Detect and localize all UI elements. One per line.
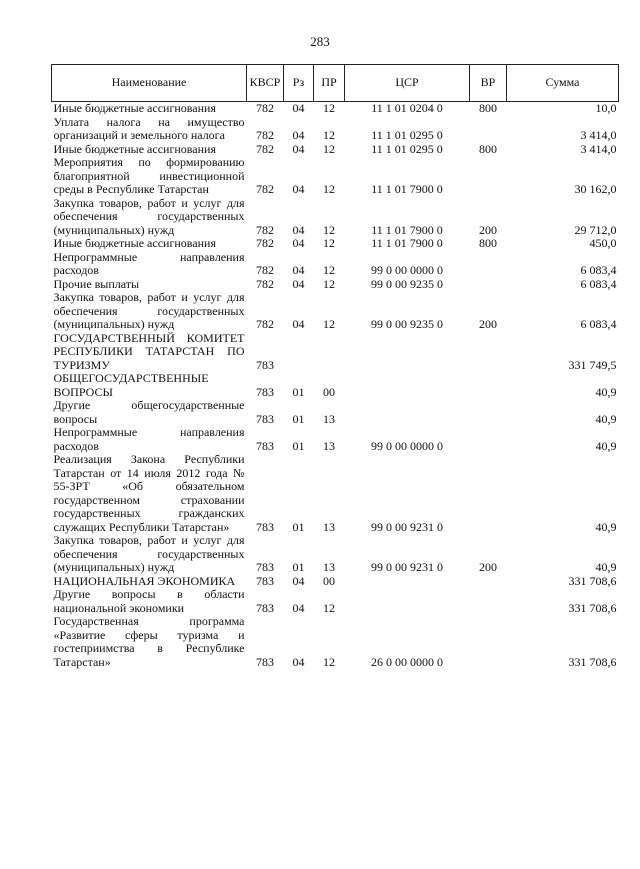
cell-kvsr: 783	[256, 438, 274, 453]
cell-name: Иные бюджетные ассигнования	[53, 101, 216, 115]
cell-rz: 04	[292, 600, 305, 615]
cell-name: Иные бюджетные ассигнования	[53, 236, 216, 250]
table-row	[52, 278, 619, 292]
cell-name: Закупка товаров, работ и услуг для обеспечения государственных (муниципальных) нужд	[53, 195, 245, 237]
cell-vr	[470, 372, 507, 399]
table-row	[52, 534, 619, 575]
cell-rz: 04	[292, 128, 305, 142]
cell-csr	[345, 575, 470, 589]
cell-kvsr: 783	[256, 519, 274, 534]
table-row	[52, 372, 619, 399]
cell-name: Непрограммные направления расходов	[53, 425, 245, 453]
cell-vr: 200	[479, 560, 497, 574]
table-row	[52, 102, 619, 116]
cell-name: ГОСУДАРСТВЕННЫЙ КОМИТЕТ РЕСПУБЛИКИ ТАТАРСТАН ПО ТУРИЗМУ	[53, 330, 245, 372]
table-row	[52, 615, 619, 669]
cell-vr: 800	[479, 101, 497, 115]
table-row	[52, 332, 619, 373]
cell-vr: 200	[479, 317, 497, 331]
cell-vr	[470, 156, 507, 197]
cell-pr: 13	[323, 438, 335, 453]
cell-csr	[345, 332, 470, 373]
header-csr: ЦСР	[345, 65, 470, 102]
cell-sum: 6 083,4	[580, 263, 617, 277]
cell-vr	[470, 251, 507, 278]
cell-csr: 11 1 01 7900 0	[371, 236, 443, 250]
cell-vr: 800	[479, 141, 497, 156]
cell-pr: 12	[323, 654, 335, 669]
cell-rz: 04	[292, 263, 305, 277]
table-row	[52, 197, 619, 238]
cell-rz: 01	[292, 384, 305, 399]
cell-name: Закупка товаров, работ и услуг для обеспечения государственных (муниципальных) нужд	[53, 533, 245, 574]
cell-pr: 13	[323, 519, 335, 534]
cell-pr: 12	[323, 317, 335, 331]
cell-pr: 12	[323, 128, 335, 142]
cell-name: ОБЩЕГОСУДАРСТВЕННЫЕ ВОПРОСЫ	[53, 371, 209, 399]
cell-rz: 04	[292, 101, 305, 115]
cell-rz: 04	[292, 573, 305, 588]
cell-rz: 04	[292, 141, 305, 156]
cell-sum: 331 708,6	[568, 600, 617, 615]
table-row	[52, 156, 619, 197]
cell-csr: 11 1 01 0295 0	[371, 141, 443, 156]
table-row	[52, 143, 619, 157]
cell-sum: 40,9	[595, 438, 617, 453]
table-row	[52, 237, 619, 251]
cell-name: Закупка товаров, работ и услуг для обеспечения государственных (муниципальных) нужд	[53, 290, 245, 331]
cell-sum: 40,9	[595, 519, 617, 534]
table-row	[52, 588, 619, 615]
cell-vr: 200	[479, 222, 497, 237]
cell-sum: 29 712,0	[574, 222, 617, 237]
cell-name: Мероприятия по формированию благоприятной инвестиционной среды в Республике Татарстан	[53, 155, 245, 196]
cell-name: Другие вопросы в области национальной экономики	[53, 587, 245, 615]
cell-sum: 30 162,0	[574, 182, 617, 196]
table-row	[52, 399, 619, 426]
cell-sum: 331 749,5	[568, 357, 617, 372]
cell-kvsr: 782	[256, 276, 274, 291]
cell-csr: 26 0 00 0000 0	[371, 654, 443, 669]
cell-pr: 00	[323, 384, 335, 399]
cell-rz: 01	[292, 411, 305, 426]
header-pr: ПР	[314, 65, 345, 102]
cell-pr: 12	[323, 263, 335, 277]
cell-pr: 13	[323, 411, 335, 426]
cell-vr	[470, 116, 507, 143]
cell-sum: 3 414,0	[580, 141, 617, 156]
cell-rz: 04	[292, 236, 305, 250]
cell-rz: 01	[292, 519, 305, 534]
cell-csr	[345, 399, 470, 426]
cell-csr: 99 0 00 0000 0	[371, 438, 443, 453]
cell-name: Реализация Закона Республики Татарстан от 14 июля 2012 года № 55-ЗРТ «Об обязательном государственном страховании государственных гражданских служащих Республики Татарстан»	[53, 452, 245, 534]
cell-vr	[470, 426, 507, 453]
cell-csr: 99 0 00 0000 0	[371, 263, 443, 277]
cell-vr	[470, 453, 507, 534]
cell-pr: 12	[323, 182, 335, 196]
cell-kvsr: 782	[256, 128, 274, 142]
cell-kvsr: 783	[256, 357, 274, 372]
cell-csr: 99 0 00 9231 0	[371, 560, 443, 574]
cell-name: Уплата налога на имущество организаций и земельного налога	[53, 114, 245, 142]
cell-sum: 450,0	[589, 236, 617, 250]
cell-kvsr: 782	[256, 317, 274, 331]
cell-csr: 11 1 01 7900 0	[371, 222, 443, 237]
cell-vr	[470, 332, 507, 373]
header-vr: ВР	[470, 65, 507, 102]
cell-kvsr: 782	[256, 101, 274, 115]
header-sum: Сумма	[507, 65, 619, 102]
cell-rz	[284, 332, 314, 373]
cell-name: Прочие выплаты	[53, 276, 140, 291]
cell-pr: 12	[323, 276, 335, 291]
table-header	[52, 65, 619, 102]
cell-kvsr: 782	[256, 182, 274, 196]
cell-rz: 04	[292, 654, 305, 669]
cell-csr: 11 1 01 7900 0	[371, 182, 443, 196]
cell-sum: 40,9	[595, 560, 617, 574]
cell-vr	[470, 278, 507, 292]
cell-name: Непрограммные направления расходов	[53, 249, 245, 277]
cell-kvsr: 783	[256, 411, 274, 426]
cell-rz: 04	[292, 222, 305, 237]
cell-name: Иные бюджетные ассигнования	[53, 141, 216, 156]
cell-sum: 331 708,6	[568, 573, 617, 588]
cell-kvsr: 783	[256, 600, 274, 615]
table-row	[52, 453, 619, 534]
cell-sum: 3 414,0	[580, 128, 617, 142]
cell-sum: 10,0	[595, 101, 617, 115]
cell-vr	[470, 399, 507, 426]
cell-kvsr: 783	[256, 384, 274, 399]
cell-rz: 01	[292, 560, 305, 574]
cell-pr: 12	[323, 236, 335, 250]
cell-pr	[314, 332, 345, 373]
cell-pr: 12	[323, 141, 335, 156]
cell-pr: 13	[323, 560, 335, 574]
cell-vr	[470, 615, 507, 669]
cell-csr	[345, 372, 470, 399]
cell-pr: 12	[323, 222, 335, 237]
table-row	[52, 116, 619, 143]
cell-kvsr: 782	[256, 263, 274, 277]
cell-sum: 6 083,4	[580, 276, 617, 291]
cell-kvsr: 783	[256, 654, 274, 669]
cell-csr: 99 0 00 9231 0	[371, 519, 443, 534]
cell-rz: 04	[292, 276, 305, 291]
cell-csr: 11 1 01 0295 0	[371, 128, 443, 142]
table-row	[52, 251, 619, 278]
cell-csr: 99 0 00 9235 0	[371, 317, 443, 331]
table-row	[52, 575, 619, 589]
cell-kvsr: 783	[256, 573, 274, 588]
table-row	[52, 426, 619, 453]
header-rz: Рз	[284, 65, 314, 102]
table-row	[52, 291, 619, 332]
table-body	[52, 102, 619, 670]
cell-rz: 01	[292, 438, 305, 453]
cell-csr	[345, 588, 470, 615]
cell-pr: 12	[323, 600, 335, 615]
cell-kvsr: 782	[256, 236, 274, 250]
cell-name: НАЦИОНАЛЬНАЯ ЭКОНОМИКА	[53, 573, 236, 588]
page-number: 283	[310, 34, 330, 49]
budget-table	[51, 64, 619, 669]
cell-vr: 800	[479, 236, 497, 250]
cell-csr: 11 1 01 0204 0	[371, 101, 443, 115]
header-name: Наименование	[52, 65, 247, 102]
cell-sum: 40,9	[595, 411, 617, 426]
cell-rz: 04	[292, 317, 305, 331]
cell-name: Государственная программа «Развитие сферы туризма и гостеприимства в Республике Татарстан»	[53, 614, 245, 669]
cell-sum: 6 083,4	[580, 317, 617, 331]
header-kvsr: КВСР	[247, 65, 284, 102]
cell-vr	[470, 575, 507, 589]
cell-kvsr: 782	[256, 222, 274, 237]
cell-sum: 331 708,6	[568, 654, 617, 669]
cell-pr: 00	[323, 573, 335, 588]
cell-rz: 04	[292, 182, 305, 196]
cell-sum: 40,9	[595, 384, 617, 399]
cell-vr	[470, 588, 507, 615]
cell-pr: 12	[323, 101, 335, 115]
cell-kvsr: 782	[256, 141, 274, 156]
cell-kvsr: 783	[256, 560, 274, 574]
cell-csr: 99 0 00 9235 0	[371, 276, 443, 291]
cell-name: Другие общегосударственные вопросы	[53, 398, 245, 426]
